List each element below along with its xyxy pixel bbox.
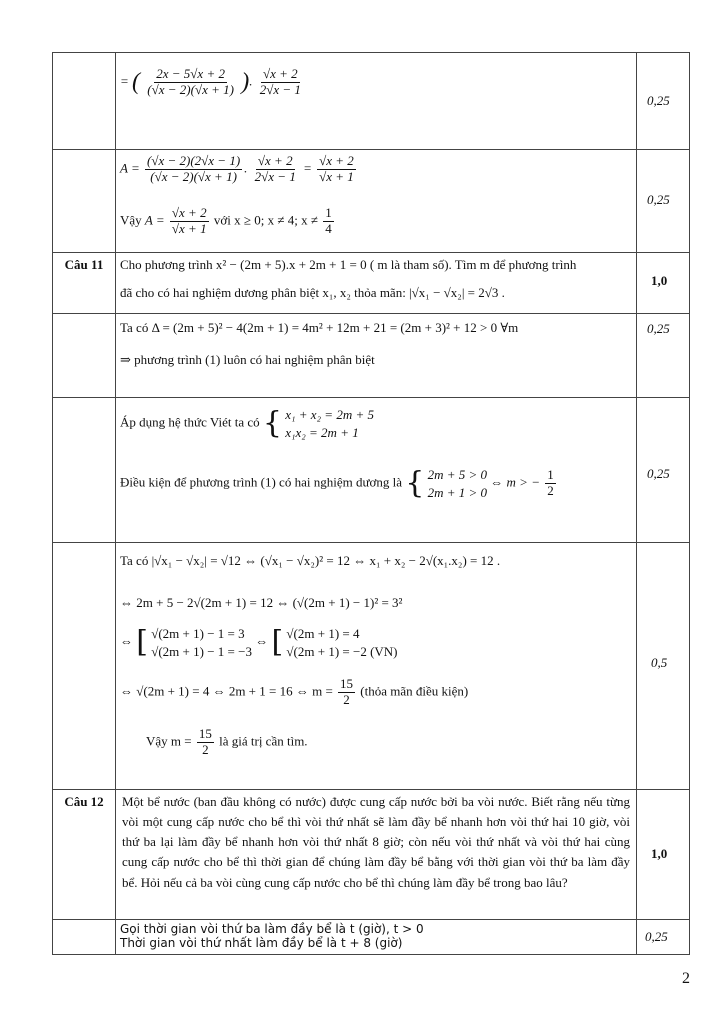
table-row bbox=[53, 253, 690, 314]
fraction-denominator: 4 bbox=[325, 220, 332, 236]
fraction-numerator: √x + 2 bbox=[262, 66, 298, 81]
solution-cell bbox=[116, 920, 637, 955]
solution-text: ⇔ √(2m + 1) = 4 ⇔ 2m + 1 = 16 ⇔ m = bbox=[120, 683, 333, 699]
table-row bbox=[53, 53, 690, 150]
table-row bbox=[53, 790, 690, 920]
score-cell bbox=[637, 150, 690, 253]
solution-line: Ta có Δ = (2m + 5)² − 4(2m + 1) = 4m² + 12m + 21 = (2m + 3)² + 12 > 0 ∀m bbox=[120, 320, 519, 335]
question-label-cell bbox=[53, 398, 116, 543]
conclusion-word: Vậy bbox=[120, 212, 142, 228]
question-label-cell bbox=[53, 150, 116, 253]
score: 0,25 bbox=[645, 929, 668, 944]
eq-sign: = bbox=[303, 160, 312, 176]
score-cell bbox=[637, 920, 690, 955]
score-cell bbox=[637, 790, 690, 920]
fraction-denominator: (√x − 2)(√x + 1) bbox=[147, 81, 234, 97]
solution-cell: = ( $\frac{2x - 5√x + 2}{(√x - 2)(√x + 1)}$ ). $\frac{√x + 2}{2√x - 1}$ bbox=[116, 53, 637, 150]
question-label-cell bbox=[53, 790, 116, 920]
solution-line: ⇒ phương trình (1) luôn có hai nghiệm phân biệt bbox=[120, 352, 375, 367]
fraction-denominator: 2 bbox=[343, 691, 350, 707]
fraction-denominator: (√x − 2)(√x + 1) bbox=[150, 168, 237, 184]
answer-key-table bbox=[52, 52, 690, 955]
question-label-cell bbox=[53, 314, 116, 398]
page-number: 2 bbox=[682, 970, 690, 987]
expression-label: A = bbox=[144, 212, 165, 228]
score: 0,25 bbox=[647, 466, 670, 481]
case-equation: √(2m + 1) − 1 = 3 bbox=[151, 626, 245, 641]
question-cell bbox=[116, 790, 637, 920]
score: 0,25 bbox=[647, 192, 670, 207]
fraction-numerator: 2x − 5√x + 2 bbox=[156, 66, 225, 81]
fraction-numerator: √x + 2 bbox=[257, 153, 293, 168]
solution-text: Áp dụng hệ thức Viét ta có bbox=[120, 414, 260, 430]
score-cell bbox=[637, 543, 690, 790]
fraction-denominator: 2√x − 1 bbox=[259, 81, 301, 97]
eq-sign: = bbox=[120, 73, 129, 89]
score-cell bbox=[637, 398, 690, 543]
score-cell bbox=[637, 314, 690, 398]
table-row bbox=[53, 150, 690, 253]
answer-key-table-wrapper bbox=[52, 52, 690, 955]
fraction-numerator: √x + 2 bbox=[171, 205, 207, 220]
solution-cell bbox=[116, 314, 637, 398]
solution-line: ⇔ 2m + 5 − 2√(2m + 1) = 12 ⇔ (√(2m + 1) − 1)² = 3² bbox=[120, 595, 403, 610]
score: 0,5 bbox=[651, 655, 668, 670]
solution-text: là giá trị cần tìm. bbox=[219, 733, 308, 749]
condition-text: với x ≥ 0; x ≠ 4; x ≠ bbox=[213, 212, 318, 228]
question-cell bbox=[116, 253, 637, 314]
fraction-denominator: 2 bbox=[202, 741, 209, 757]
fraction-denominator: √x + 1 bbox=[171, 220, 207, 236]
fraction-numerator: √x + 2 bbox=[319, 153, 354, 168]
table-row bbox=[53, 398, 690, 543]
case-equation: √(2m + 1) = −2 (VN) bbox=[286, 643, 398, 659]
question-text-line: đã cho có hai nghiệm dương phân biệt x₁, x₂ thỏa mãn: |√x₁ − √x₂| = 2√3 . bbox=[120, 285, 505, 300]
solution-text: ⇔ m > − bbox=[490, 474, 540, 490]
score: 0,25 bbox=[647, 321, 670, 336]
fraction-numerator: 1 bbox=[547, 467, 554, 483]
question-label: Câu 11 bbox=[64, 257, 104, 272]
table-row bbox=[53, 543, 690, 790]
case-equation: √(2m + 1) = 4 bbox=[286, 626, 360, 641]
fraction-denominator: √x + 1 bbox=[319, 168, 354, 184]
question-label-cell bbox=[53, 53, 116, 150]
score-cell bbox=[637, 253, 690, 314]
question-label-cell bbox=[53, 253, 116, 314]
score: 1,0 bbox=[651, 846, 668, 861]
question-text: Một bể nước (ban đầu không có nước) được cung cấp nước bởi ba vòi nước. Biết rằng nếu từng vòi một cung cấp nước cho bể thì vòi thứ nhất sẽ làm đầy bể nhanh hơn vòi thứ hai 10 giờ, vòi thứ ba lại làm đầy bể nhanh hơn vòi thứ nhất 8 giờ; còn nếu vòi thứ nhất và vòi thứ hai cùng cung cấp nước cho bể thì thời gian để chúng làm đầy bể bằng với thời gian vòi thứ ba làm đầy bể. Hỏi nếu cả ba vòi cùng cung cấp nước cho bể thì chúng làm đầy bể trong bao lâu? bbox=[122, 794, 630, 890]
case-equation: √(2m + 1) − 1 = −3 bbox=[151, 643, 252, 659]
solution-cell: Áp dụng hệ thức Viét ta có { x₁ + x₂ = 2m + 5 x₁x₂ = 2m + 1 Điều kiện để phương trình (1) có hai nghiệm dương là { 2m + 5 > 0 2m + 1 > 0 ⇔ m > − $\frac{1}{2}$ bbox=[116, 398, 637, 543]
question-label: Câu 12 bbox=[64, 794, 104, 809]
solution-line: Ta có |√x₁ − √x₂| = √12 ⇔ (√x₁ − √x₂)² = 12 ⇔ x₁ + x₂ − 2√(x₁.x₂) = 12 . bbox=[120, 553, 501, 568]
system-equation: x₁x₂ = 2m + 1 bbox=[285, 424, 359, 440]
solution-cell: A = $\frac{(√x - 2)(2√x - 1)}{(√x - 2)(√x + 1)}$ . $\frac{√x + 2}{2√x - 1}$ = $\frac{√x + 2}{√x + 1}$ Vậy A = $\frac{√x + 2}{√x + 1}$ với x ≥ 0; x ≠ 4; x ≠ $\frac{1}{4}$ bbox=[116, 150, 637, 253]
solution-text: (thỏa mãn điều kiện) bbox=[360, 683, 469, 699]
score-cell bbox=[637, 53, 690, 150]
score: 1,0 bbox=[651, 273, 668, 288]
question-label-cell bbox=[53, 543, 116, 790]
table-row bbox=[53, 314, 690, 398]
question-label-cell bbox=[53, 920, 116, 955]
table-row bbox=[53, 920, 690, 955]
fraction-numerator: 15 bbox=[198, 726, 212, 741]
solution-line: Gọi thời gian vòi thứ ba làm đầy bể là t (giờ), t > 0 bbox=[120, 922, 424, 936]
expression-label: A = bbox=[120, 160, 140, 176]
system-equation: 2m + 1 > 0 bbox=[427, 484, 488, 500]
solution-line: Thời gian vòi thứ nhất làm đầy bể là t + 8 (giờ) bbox=[120, 936, 403, 950]
solution-text: Vậy m = bbox=[146, 733, 192, 749]
fraction-denominator: 2 bbox=[547, 483, 554, 499]
fraction-denominator: 2√x − 1 bbox=[254, 168, 296, 184]
question-text-line: Cho phương trình x² − (2m + 5).x + 2m + 1 = 0 ( m là tham số). Tìm m để phương trình bbox=[120, 257, 577, 272]
system-equation: 2m + 5 > 0 bbox=[427, 467, 488, 482]
fraction-numerator: (√x − 2)(2√x − 1) bbox=[146, 153, 241, 168]
score: 0,25 bbox=[647, 93, 670, 108]
fraction-numerator: 15 bbox=[340, 676, 354, 691]
solution-text: Điều kiện để phương trình (1) có hai nghiệm dương là bbox=[120, 474, 403, 490]
fraction-numerator: 1 bbox=[325, 205, 332, 220]
system-equation: x₁ + x₂ = 2m + 5 bbox=[285, 407, 374, 422]
solution-cell: Ta có |√x₁ − √x₂| = √12 ⇔ (√x₁ − √x₂)² = 12 ⇔ x₁ + x₂ − 2√(x₁.x₂) = 12 . ⇔ 2m + 5 − 2√(2m + 1) = 12 ⇔ (√(2m + 1) − 1)² = 3² ⇔ [ √(2m + 1) − 1 = 3 √(2m + 1) − 1 = −3 ⇔ [ √(2m + 1) = 4 √(2m + 1) = −2 (VN) ⇔ √(2m + 1) = 4 ⇔ 2m + 1 = 16 ⇔ m = $\frac{15}{2}$ (thỏa mãn điều kiện) Vậy m = $\frac{15}{2}$ là giá trị cần tìm. bbox=[116, 543, 637, 790]
